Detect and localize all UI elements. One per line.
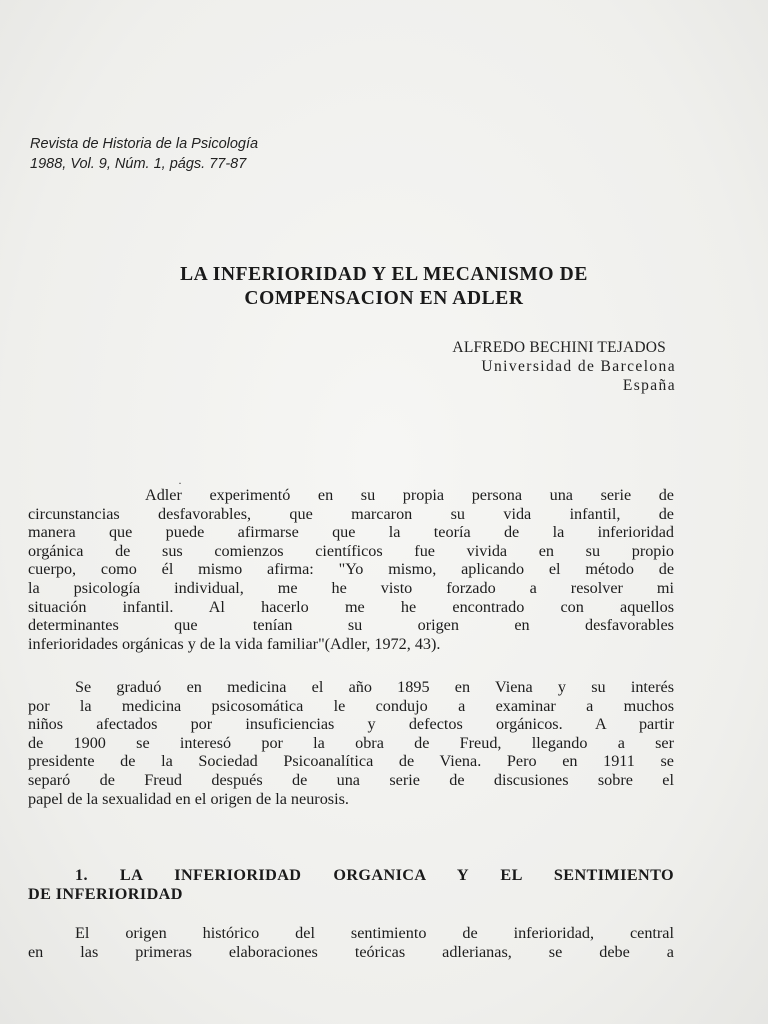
- journal-citation: [30, 134, 258, 174]
- stray-mark: ·: [178, 476, 182, 490]
- text-line: cuerpo, como él mismo afirma: "Yo mismo, aplicando el método de: [28, 560, 674, 579]
- author-block: [452, 338, 676, 395]
- text-line: por la medicina psicosomática le condujo a examinar a muchos: [28, 696, 674, 715]
- author-university: Universidad de Barcelona: [481, 358, 676, 375]
- text-line: circunstancias desfavorables, que marcaron su vida infantil, de: [28, 504, 674, 523]
- section-heading: [28, 866, 674, 904]
- article-title-line: COMPENSACION EN ADLER: [244, 288, 524, 309]
- section-heading-line: 1. LA INFERIORIDAD ORGANICA Y EL SENTIMIENTO: [75, 866, 674, 884]
- text-line: El origen histórico del sentimiento de inferioridad, central: [75, 924, 674, 942]
- text-line: presidente de la Sociedad Psicoanalítica de Viena. Pero en 1911 se: [28, 752, 674, 771]
- article-title-line: LA INFERIORIDAD Y EL MECANISMO DE: [180, 264, 588, 285]
- text-line: de 1900 se interesó por la obra de Freud, llegando a ser: [28, 733, 674, 752]
- text-line: Adler experimentó en su propia persona una serie de: [145, 486, 674, 504]
- text-line: la psicología individual, me he visto forzado a resolver mi: [28, 578, 674, 597]
- article-title: [30, 263, 738, 311]
- text-line: orgánica de sus comienzos científicos fue vivida en su propio: [28, 541, 674, 560]
- paragraph-1: [28, 486, 674, 653]
- author-country: España: [622, 377, 676, 394]
- paragraph-3: [28, 924, 674, 961]
- text-line: determinantes que tenían su origen en desfavorables: [28, 616, 674, 635]
- text-line: manera que puede afirmarse que la teoría de la inferioridad: [28, 523, 674, 542]
- text-line: niños afectados por insuficiencias y defectos orgánicos. A partir: [28, 715, 674, 734]
- text-line: Se graduó en medicina el año 1895 en Viena y su interés: [75, 678, 674, 696]
- text-line: en las primeras elaboraciones teóricas adlerianas, se debe a: [28, 942, 674, 961]
- paragraph-2: [28, 678, 674, 808]
- journal-issue: 1988, Vol. 9, Núm. 1, págs. 77-87: [30, 156, 247, 172]
- section-heading-line: DE INFERIORIDAD: [28, 885, 183, 903]
- author-name: ALFREDO BECHINI TEJADOS: [452, 339, 666, 356]
- journal-name: Revista de Historia de la Psicología: [30, 136, 259, 152]
- text-line: inferioridades orgánicas y de la vida familiar"(Adler, 1972, 43).: [28, 634, 441, 653]
- text-line: situación infantil. Al hacerlo me he encontrado con aquellos: [28, 597, 674, 616]
- text-line: papel de la sexualidad en el origen de la neurosis.: [28, 789, 349, 808]
- text-line: separó de Freud después de una serie de discusiones sobre el: [28, 770, 674, 789]
